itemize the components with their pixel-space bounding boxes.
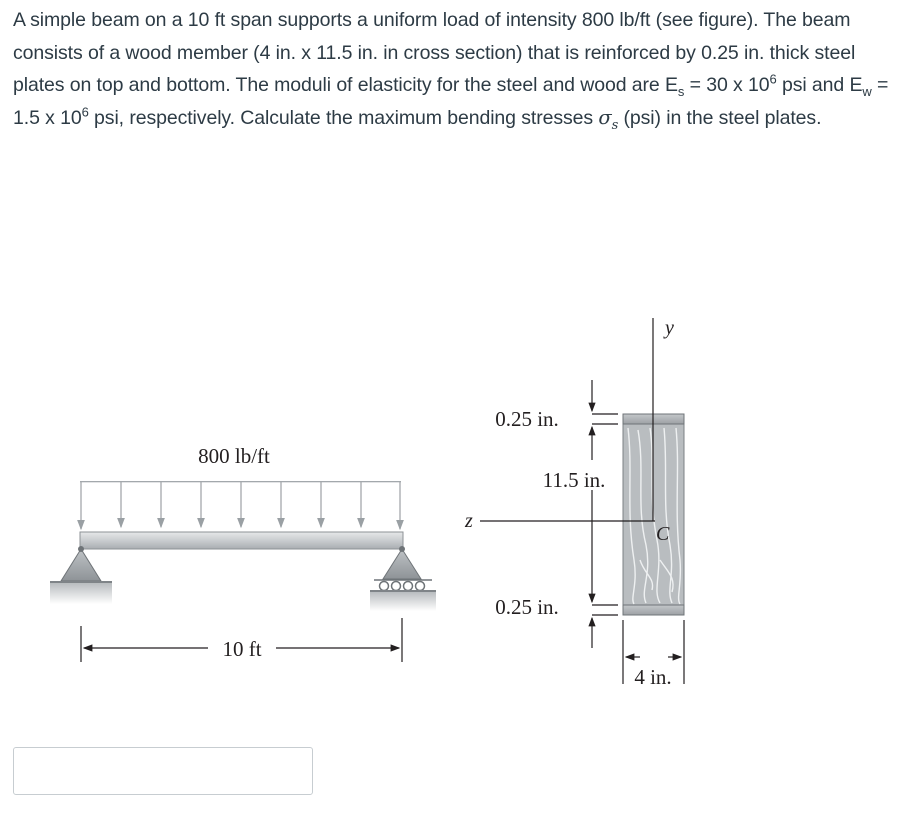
sigma-subscript: s [611, 117, 619, 133]
bottom-steel-plate [623, 605, 684, 615]
question-part: = 30 x 10 [684, 74, 770, 96]
question-text [13, 4, 898, 134]
beam-figure [0, 300, 906, 700]
top-plate-thickness-label: 0.25 in. [495, 407, 559, 431]
distributed-load [80, 481, 401, 529]
z-axis-label: z [465, 510, 473, 532]
subscript-s: s [677, 83, 685, 99]
pin-support [50, 546, 112, 604]
beam [80, 532, 403, 549]
answer-input[interactable] [13, 747, 313, 795]
question-part: (psi) in the steel plates. [618, 106, 822, 129]
bottom-plate-thickness-label: 0.25 in. [495, 595, 559, 619]
wood-depth-label: 11.5 in. [542, 468, 606, 492]
question-part: psi, respectively. Calculate the maximum bending stresses [88, 106, 599, 129]
width-label: 4 in. [634, 665, 672, 689]
roller-support [370, 546, 436, 611]
load-label: 800 lb/ft [198, 444, 270, 468]
subscript-w: w [862, 83, 872, 99]
y-axis-label: y [665, 317, 674, 339]
question-part: psi and E [776, 74, 863, 96]
centroid-label: C [656, 523, 670, 545]
superscript-6: 6 [769, 71, 777, 87]
superscript-6: 6 [81, 104, 89, 119]
cross-section [480, 318, 684, 615]
sigma-symbol: σ [598, 105, 612, 129]
span-label: 10 ft [222, 637, 262, 661]
question-part: = 1.5 x 10 [13, 74, 889, 129]
depth-dimension [592, 380, 618, 648]
question-part: A simple beam on a 10 ft span supports a uniform load of intensity 800 lb/ft (see figure). The beam consists of a wood member (4 in. x 11.5 in. in cross section) that is reinforced by 0.25 in. thick steel plates on top and bottom. The moduli of elasticity for the steel and wood are E [13, 9, 856, 96]
